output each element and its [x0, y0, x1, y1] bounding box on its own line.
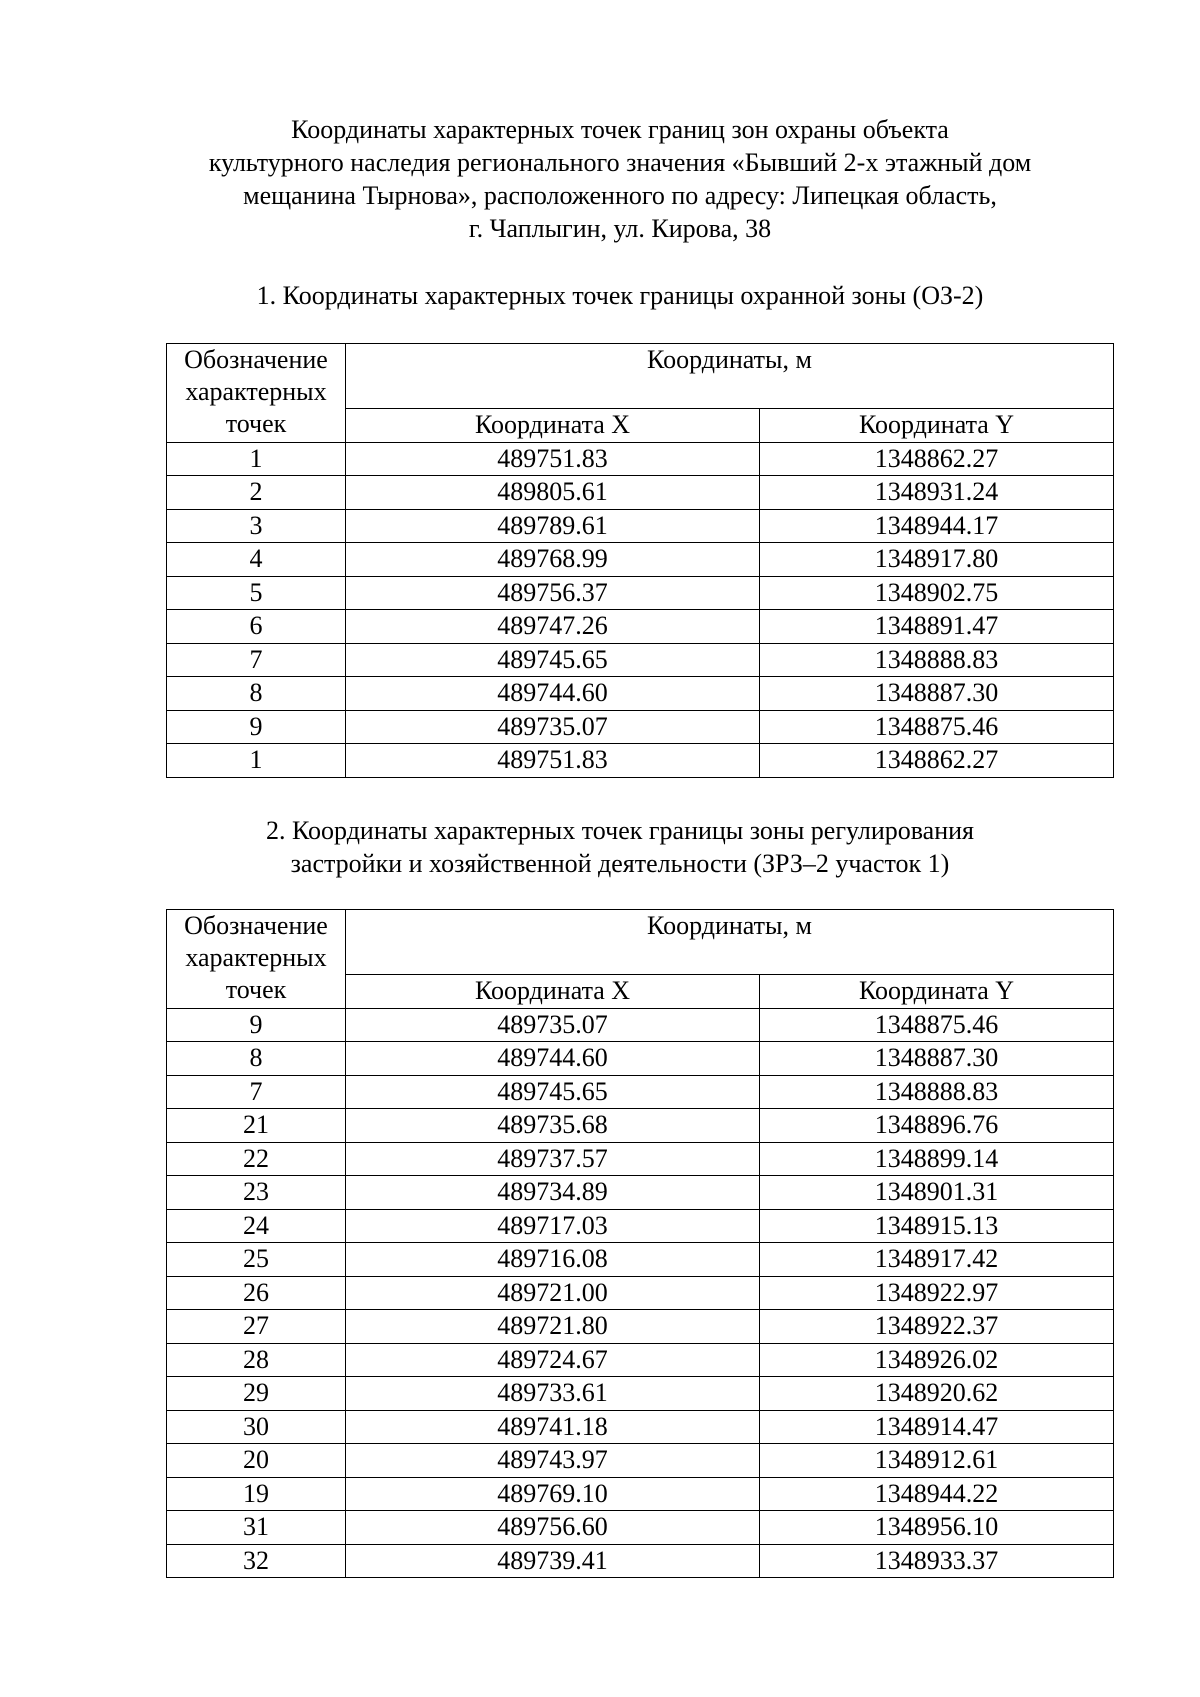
point-number-cell: 5: [167, 576, 346, 610]
table-body: [167, 442, 1114, 777]
coordinate-y-cell: 1348901.31: [760, 1176, 1114, 1210]
point-number-cell: 4: [167, 543, 346, 577]
point-number-cell: 9: [167, 1008, 346, 1042]
coordinate-y-cell: 1348896.76: [760, 1109, 1114, 1143]
table-row: [167, 677, 1114, 711]
coordinate-y-cell: 1348888.83: [760, 643, 1114, 677]
point-number-cell: 9: [167, 710, 346, 744]
coordinate-y-cell: 1348931.24: [760, 476, 1114, 510]
point-number-cell: 22: [167, 1142, 346, 1176]
coordinate-x-cell: 489721.80: [346, 1310, 760, 1344]
point-number-cell: 23: [167, 1176, 346, 1210]
coordinate-x-cell: 489756.60: [346, 1511, 760, 1545]
title-line: культурного наследия регионального значения «Бывший 2-х этажный дом: [208, 148, 1032, 177]
point-designation-header: Обозначение характерных точек: [167, 910, 346, 1009]
table-row: [167, 1310, 1114, 1344]
coordinate-x-cell: 489724.67: [346, 1343, 760, 1377]
point-number-cell: 30: [167, 1410, 346, 1444]
coordinate-x-cell: 489743.97: [346, 1444, 760, 1478]
coordinate-y-cell: 1348915.13: [760, 1209, 1114, 1243]
table-row: [167, 509, 1114, 543]
coordinates-table-oz2: [166, 343, 1114, 778]
coordinate-x-header: Координата X: [346, 975, 760, 1009]
coordinate-x-cell: 489747.26: [346, 610, 760, 644]
point-number-cell: 24: [167, 1209, 346, 1243]
table-row: [167, 610, 1114, 644]
point-number-cell: 1: [167, 744, 346, 778]
title-line: г. Чаплыгин, ул. Кирова, 38: [468, 214, 772, 243]
table-row: [167, 1209, 1114, 1243]
table-row: [167, 1243, 1114, 1277]
coordinate-x-cell: 489735.68: [346, 1109, 760, 1143]
table-body: [167, 1008, 1114, 1578]
table-row: [167, 643, 1114, 677]
point-number-cell: 6: [167, 610, 346, 644]
coordinate-y-cell: 1348862.27: [760, 442, 1114, 476]
page-title: [160, 113, 1080, 245]
point-number-cell: 3: [167, 509, 346, 543]
coordinate-y-cell: 1348922.97: [760, 1276, 1114, 1310]
coordinate-x-cell: 489768.99: [346, 543, 760, 577]
coordinate-x-cell: 489735.07: [346, 710, 760, 744]
coordinate-y-cell: 1348862.27: [760, 744, 1114, 778]
point-number-cell: 31: [167, 1511, 346, 1545]
point-number-cell: 27: [167, 1310, 346, 1344]
coordinate-y-cell: 1348875.46: [760, 710, 1114, 744]
coordinate-y-cell: 1348902.75: [760, 576, 1114, 610]
point-number-cell: 1: [167, 442, 346, 476]
coordinate-x-cell: 489734.89: [346, 1176, 760, 1210]
section-1-heading: 1. Координаты характерных точек границы охранной зоны (ОЗ-2): [256, 281, 984, 310]
point-number-cell: 29: [167, 1377, 346, 1411]
coordinate-x-cell: 489751.83: [346, 442, 760, 476]
point-number-cell: 25: [167, 1243, 346, 1277]
coordinate-y-cell: 1348914.47: [760, 1410, 1114, 1444]
title-line: Координаты характерных точек границ зон охраны объекта: [291, 115, 949, 144]
coordinate-y-cell: 1348891.47: [760, 610, 1114, 644]
coordinate-y-cell: 1348888.83: [760, 1075, 1114, 1109]
coordinate-y-cell: 1348922.37: [760, 1310, 1114, 1344]
heading-line: застройки и хозяйственной деятельности (ЗРЗ–2 участок 1): [290, 849, 950, 878]
coordinate-y-cell: 1348956.10: [760, 1511, 1114, 1545]
coordinate-x-cell: 489805.61: [346, 476, 760, 510]
table-row: [167, 1276, 1114, 1310]
coordinate-y-cell: 1348875.46: [760, 1008, 1114, 1042]
heading-line: 2. Координаты характерных точек границы зоны регулирования: [266, 816, 974, 845]
coordinate-y-cell: 1348912.61: [760, 1444, 1114, 1478]
coordinate-x-cell: 489756.37: [346, 576, 760, 610]
coordinate-y-cell: 1348899.14: [760, 1142, 1114, 1176]
table-row: [167, 1377, 1114, 1411]
coordinate-x-cell: 489716.08: [346, 1243, 760, 1277]
coordinate-x-cell: 489741.18: [346, 1410, 760, 1444]
coordinate-x-cell: 489721.00: [346, 1276, 760, 1310]
coordinates-header: Координаты, м: [346, 910, 1114, 975]
point-number-cell: 8: [167, 1042, 346, 1076]
coordinate-x-cell: 489769.10: [346, 1477, 760, 1511]
table-row: [167, 744, 1114, 778]
point-number-cell: 8: [167, 677, 346, 711]
point-number-cell: 32: [167, 1544, 346, 1578]
table-row: [167, 1142, 1114, 1176]
table-row: [167, 1176, 1114, 1210]
table-row: [167, 576, 1114, 610]
table-row: [167, 1075, 1114, 1109]
table-row: [167, 442, 1114, 476]
title-line: мещанина Тырнова», расположенного по адресу: Липецкая область,: [243, 181, 997, 210]
coordinate-y-cell: 1348887.30: [760, 1042, 1114, 1076]
coordinate-x-header: Координата X: [346, 409, 760, 443]
coordinate-x-cell: 489745.65: [346, 643, 760, 677]
coordinate-x-cell: 489739.41: [346, 1544, 760, 1578]
table-row: [167, 710, 1114, 744]
table-row: [167, 1477, 1114, 1511]
point-number-cell: 19: [167, 1477, 346, 1511]
point-number-cell: 26: [167, 1276, 346, 1310]
table-row: [167, 543, 1114, 577]
section-2-heading: [160, 814, 1080, 880]
coordinate-x-cell: 489744.60: [346, 1042, 760, 1076]
coordinate-x-cell: 489735.07: [346, 1008, 760, 1042]
table-row: [167, 1109, 1114, 1143]
coordinate-x-cell: 489744.60: [346, 677, 760, 711]
point-designation-header: Обозначение характерных точек: [167, 344, 346, 443]
coordinate-y-cell: 1348933.37: [760, 1544, 1114, 1578]
coordinate-y-cell: 1348944.17: [760, 509, 1114, 543]
coordinate-y-cell: 1348917.80: [760, 543, 1114, 577]
coordinate-y-cell: 1348887.30: [760, 677, 1114, 711]
table-row: [167, 1544, 1114, 1578]
table-row: [167, 1444, 1114, 1478]
point-number-cell: 2: [167, 476, 346, 510]
coordinate-y-cell: 1348917.42: [760, 1243, 1114, 1277]
coordinate-x-cell: 489737.57: [346, 1142, 760, 1176]
coordinate-y-cell: 1348944.22: [760, 1477, 1114, 1511]
table-row: [167, 1042, 1114, 1076]
coordinate-y-header: Координата Y: [760, 975, 1114, 1009]
coordinate-x-cell: 489733.61: [346, 1377, 760, 1411]
coordinate-x-cell: 489745.65: [346, 1075, 760, 1109]
table-row: [167, 476, 1114, 510]
point-number-cell: 7: [167, 1075, 346, 1109]
coordinate-y-header: Координата Y: [760, 409, 1114, 443]
point-number-cell: 21: [167, 1109, 346, 1143]
table-row: [167, 1008, 1114, 1042]
point-number-cell: 7: [167, 643, 346, 677]
coordinates-header: Координаты, м: [346, 344, 1114, 409]
coordinates-table-zrz2: [166, 909, 1114, 1578]
coordinate-x-cell: 489751.83: [346, 744, 760, 778]
coordinate-y-cell: 1348926.02: [760, 1343, 1114, 1377]
coordinate-y-cell: 1348920.62: [760, 1377, 1114, 1411]
table-row: [167, 1343, 1114, 1377]
coordinate-x-cell: 489717.03: [346, 1209, 760, 1243]
point-number-cell: 20: [167, 1444, 346, 1478]
table-row: [167, 1410, 1114, 1444]
table-row: [167, 1511, 1114, 1545]
point-number-cell: 28: [167, 1343, 346, 1377]
coordinate-x-cell: 489789.61: [346, 509, 760, 543]
